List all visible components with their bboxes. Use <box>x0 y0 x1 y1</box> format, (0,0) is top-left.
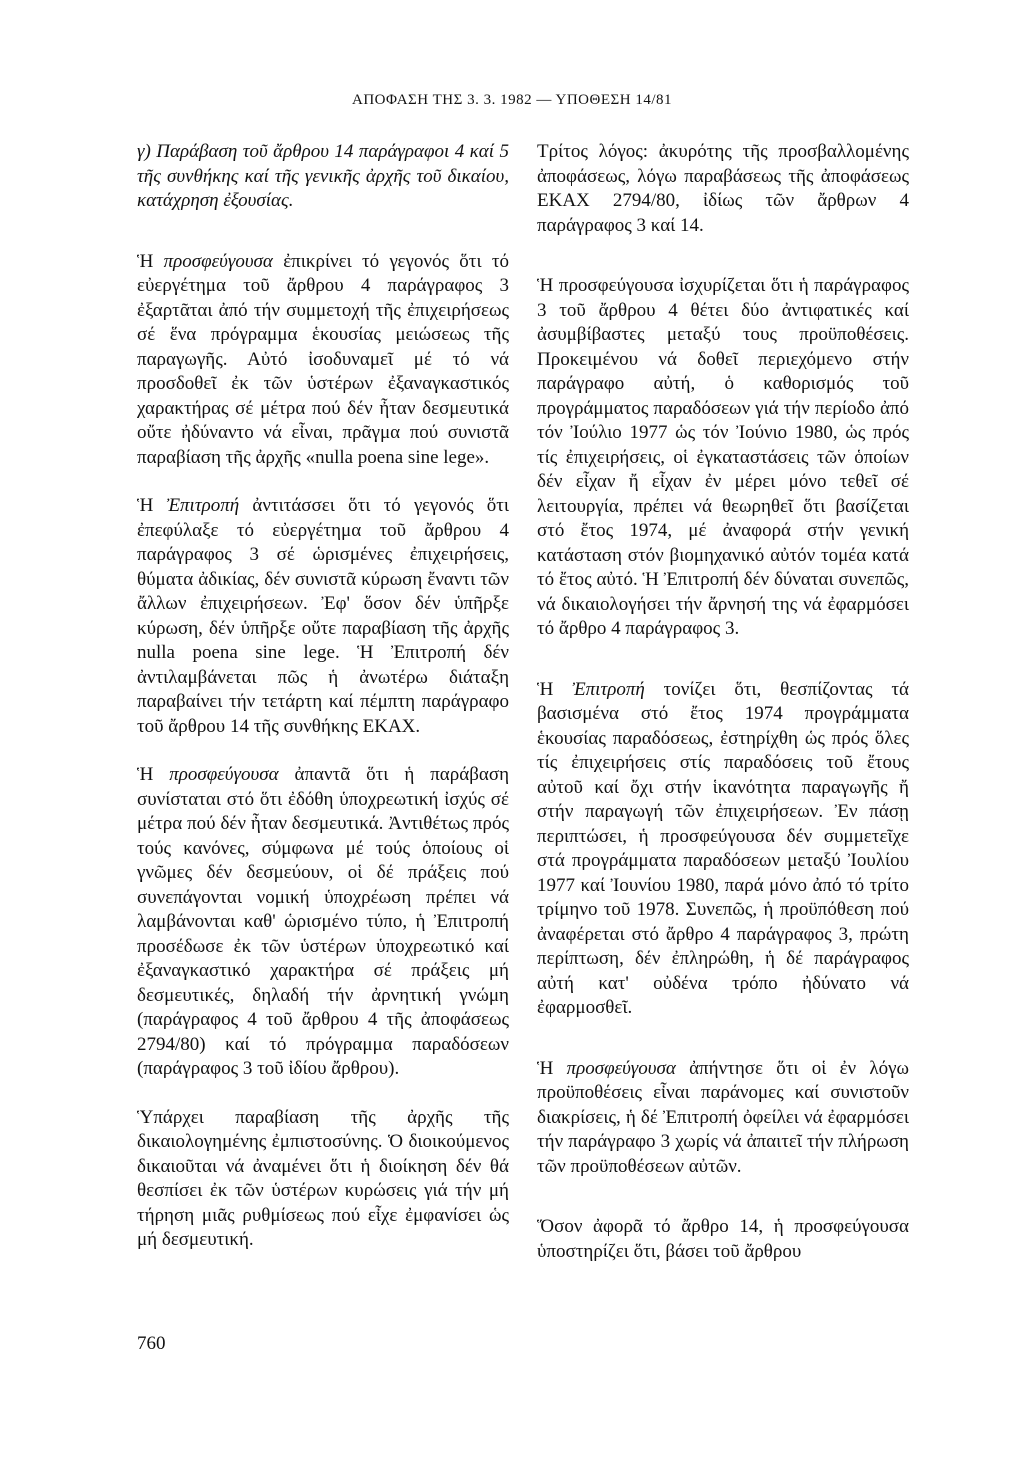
p-body: ἐπικρίνει τό γεγονός ὅτι τό εὐεργέτημα τοῦ ἄρθρου 4 παράγραφος 3 ἐξαρτᾶται ἀπό τήν συμμετοχή τῆς ἐπιχειρήσεως σέ ἕνα πρόγραμμα ἑκουσίας μειώσεως τῆς παραγωγῆς. Αὐτό ἰσοδυναμεῖ μέ τό νά προσδοθεῖ ἐκ τῶν ὑστέρων ἐξαναγκαστικός χαρακτήρας σέ μέτρα πού δέν ἦταν δεσμευτικά οὔτε ἠδύναντο νά εἶναι, πρᾶγμα πού συνιστᾶ παραβίαση τῆς ἀρχῆς «nulla poena sine lege». <box>137 250 509 468</box>
party-name: Ἐπιτροπή <box>572 678 645 700</box>
running-header: ΑΠΟΦΑΣΗ ΤΗΣ 3. 3. 1982 — ΥΠΟΘΕΣΗ 14/81 <box>351 92 672 108</box>
p-lead: Ἡ <box>137 250 164 272</box>
p-lead: Ἡ <box>137 495 167 516</box>
left-paragraph-3 <box>137 763 509 1082</box>
p-lead: Ἡ <box>537 1057 567 1079</box>
party-name: προσφεύγουσα <box>169 764 279 785</box>
party-name: προσφεύγουσα <box>566 1057 676 1079</box>
p-body: ἀπήντησε ὅτι οἱ ἐν λόγω προϋποθέσεις εἶναι παράνομες καί συνιστοῦν διακρίσεις, ἡ δέ Ἐπιτροπή ὀφείλει νά ἐφαρμόσει τήν παράγραφο 3 χωρίς νά ἀπαιτεῖ τήν πλήρωση τῶν προϋποθέσεων αὐτῶν. <box>537 1057 909 1177</box>
p-body: τονίζει ὅτι, θεσπίζοντας τά βασισμένα στό ἔτος 1974 προγράμματα ἑκουσίας παραδόσεως, ἐστηρίχθη ὡς πρός ὅλες τίς ἐπιχειρήσεις στίς παραδόσεις τοῦ ἔτους αὐτοῦ καί ὄχι στήν ἱκανότητα παραγωγῆς ἤ στήν παραγωγή τῶν ἐπιχειρήσεων. Ἐν πάσῃ περιπτώσει, ἡ προσφεύγουσα δέν συμμετεῖχε στά προγράμματα παραδόσεων μεταξύ Ἰουλίου 1977 καί Ἰουνίου 1980, παρά μόνο ἀπό τό τρίτο τρίμηνο τοῦ 1978. Συνεπῶς, ἡ προϋπόθεση πού ἀναφέρεται στό ἄρθρο 4 παράγραφος 3, πρώτη περίπτωση, δέν ἐπληρώθη, ἡ δέ παράγραφος αὐτή κατ' οὐδένα τρόπο ἠδύνατο νά ἐφαρμοσθεῖ. <box>537 678 910 1018</box>
left-paragraph-4: Ὑπάρχει παραβίαση τῆς ἀρχῆς τῆς δικαιολογημένης ἐμπιστοσύνης. Ὁ διοικούμενος δικαιοῦται νά ἀναμένει ὅτι ἡ διοίκηση δέν θά θεσπίσει ἐκ τῶν ὑστέρων κυρώσεις γιά τήν μή τήρηση μιᾶς ρυθμίσεως πού εἶχε ἐμφανίσει ὡς μή δεσμευτική. <box>137 1106 509 1250</box>
right-section-heading: Τρίτος λόγος: ἀκυρότης τῆς προσβαλλομένης ἀποφάσεως, λόγω παραβάσεως τῆς ἀποφάσεως ΕΚΑΧ 2794/80, ἰδίως τῶν ἄρθρων 4 παράγραφος 3 καί 14. <box>537 141 909 236</box>
p-lead: Ἡ <box>137 764 170 785</box>
right-paragraph-3 <box>537 1057 909 1180</box>
party-name: Ἐπιτροπή <box>166 495 240 516</box>
right-paragraph-4: Ὅσον ἀφορᾶ τό ἄρθρο 14, ἡ προσφεύγουσα ὑποστηρίζει ὅτι, βάσει τοῦ ἄρθρου <box>537 1216 909 1262</box>
page-number: 760 <box>137 1333 166 1354</box>
right-paragraph-1: Ἡ προσφεύγουσα ἰσχυρίζεται ὅτι ἡ παράγραφος 3 τοῦ ἄρθρου 4 θέτει δύο ἀντιφατικές καί ἀσυμβίβαστες μεταξύ τους προϋποθέσεις. Προκειμένου νά δοθεῖ περιεχόμενο στήν παράγραφο αὐτή, ὁ καθορισμός τοῦ προγράμματος παραδόσεων γιά τήν περίοδο ἀπό τόν Ἰούλιο 1977 ὡς τόν Ἰούνιο 1980, ὡς πρός τίς ἐπιχειρήσεις, οἱ ἐγκαταστάσεις τῶν ὁποίων δέν εἶχαν ἤ εἶχαν ἐν μέρει μόνο τεθεῖ σέ λειτουργία, πρέπει νά θεωρηθεῖ ὅτι βασίζεται στό ἔτος 1974, μέ ἀναφορά στήν γενική κατάσταση στόν βιομηχανικό αὐτόν τομέα κατά τό ἔτος αὐτό. Ἡ Ἐπιτροπή δέν δύναται συνεπῶς, νά δικαιολογήσει τήν ἄρνησή της νά ἐφαρμόσει τό ἄρθρο 4 παράγραφος 3. <box>537 275 909 639</box>
p-lead: Ἡ <box>537 678 573 700</box>
left-paragraph-2 <box>137 494 509 739</box>
party-name: προσφεύγουσα <box>163 250 273 272</box>
p-body: ἀντιτάσσει ὅτι τό γεγονός ὅτι ἐπεφύλαξε τό εὐεργέτημα τοῦ ἄρθρου 4 παράγραφος 3 σέ ὡρισμένες ἐπιχειρήσεις, θύματα ἀδικίας, δέν συνιστᾶ κύρωση ἔναντι τῶν ἄλλων ἐπιχειρήσεων. Ἐφ' ὅσον δέν ὑπῆρξε κύρωση, δέν ὑπῆρξε οὔτε παραβίαση τῆς ἀρχῆς nulla poena sine lege. Ἡ Ἐπιτροπή δέν ἀντιλαμβάνεται πῶς ἡ ἀνωτέρω διάταξη παραβαίνει τήν τετάρτη καί πέμπτη παράγραφο τοῦ ἄρθρου 14 τῆς συνθήκης ΕΚΑΧ. <box>137 495 509 737</box>
right-paragraph-2 <box>537 678 909 1021</box>
left-column <box>137 140 509 1253</box>
left-paragraph-1 <box>137 250 509 471</box>
p-body: ἀπαντᾶ ὅτι ἡ παράβαση συνίσταται στό ὅτι ἐδόθη ὑποχρεωτική ἰσχύς σέ μέτρα πού δέν ἦταν δεσμευτικά. Ἀντιθέτως πρός τούς κανόνες, σύμφωνα μέ τούς ὁποίους οἱ γνῶμες δέν δεσμεύουν, οἱ δέ πράξεις πού συνεπάγονται νομική ὑποχρέωση πρέπει νά λαμβάνονται καθ' ὡρισμένο τύπο, ἡ Ἐπιτροπή προσέδωσε ἐκ τῶν ὑστέρων ὑποχρεωτικό καί ἐξαναγκαστικό χαρακτήρα σέ πράξεις μή δεσμευτικές, δηλαδή τήν ἀρνητική γνώμη (παράγραφος 4 τοῦ ἄρθρου 4 τῆς ἀποφάσεως 2794/80) καί τό πρόγραμμα παραδόσεων (παράγραφος 3 τοῦ ἰδίου ἄρθρου). <box>137 764 509 1079</box>
right-column <box>537 140 909 1264</box>
left-section-heading: γ) Παράβαση τοῦ ἄρθρου 14 παράγραφοι 4 καί 5 τῆς συνθήκης καί τῆς γενικῆς ἀρχῆς τοῦ δικαίου, κατάχρηση ἐξουσίας. <box>137 141 509 211</box>
